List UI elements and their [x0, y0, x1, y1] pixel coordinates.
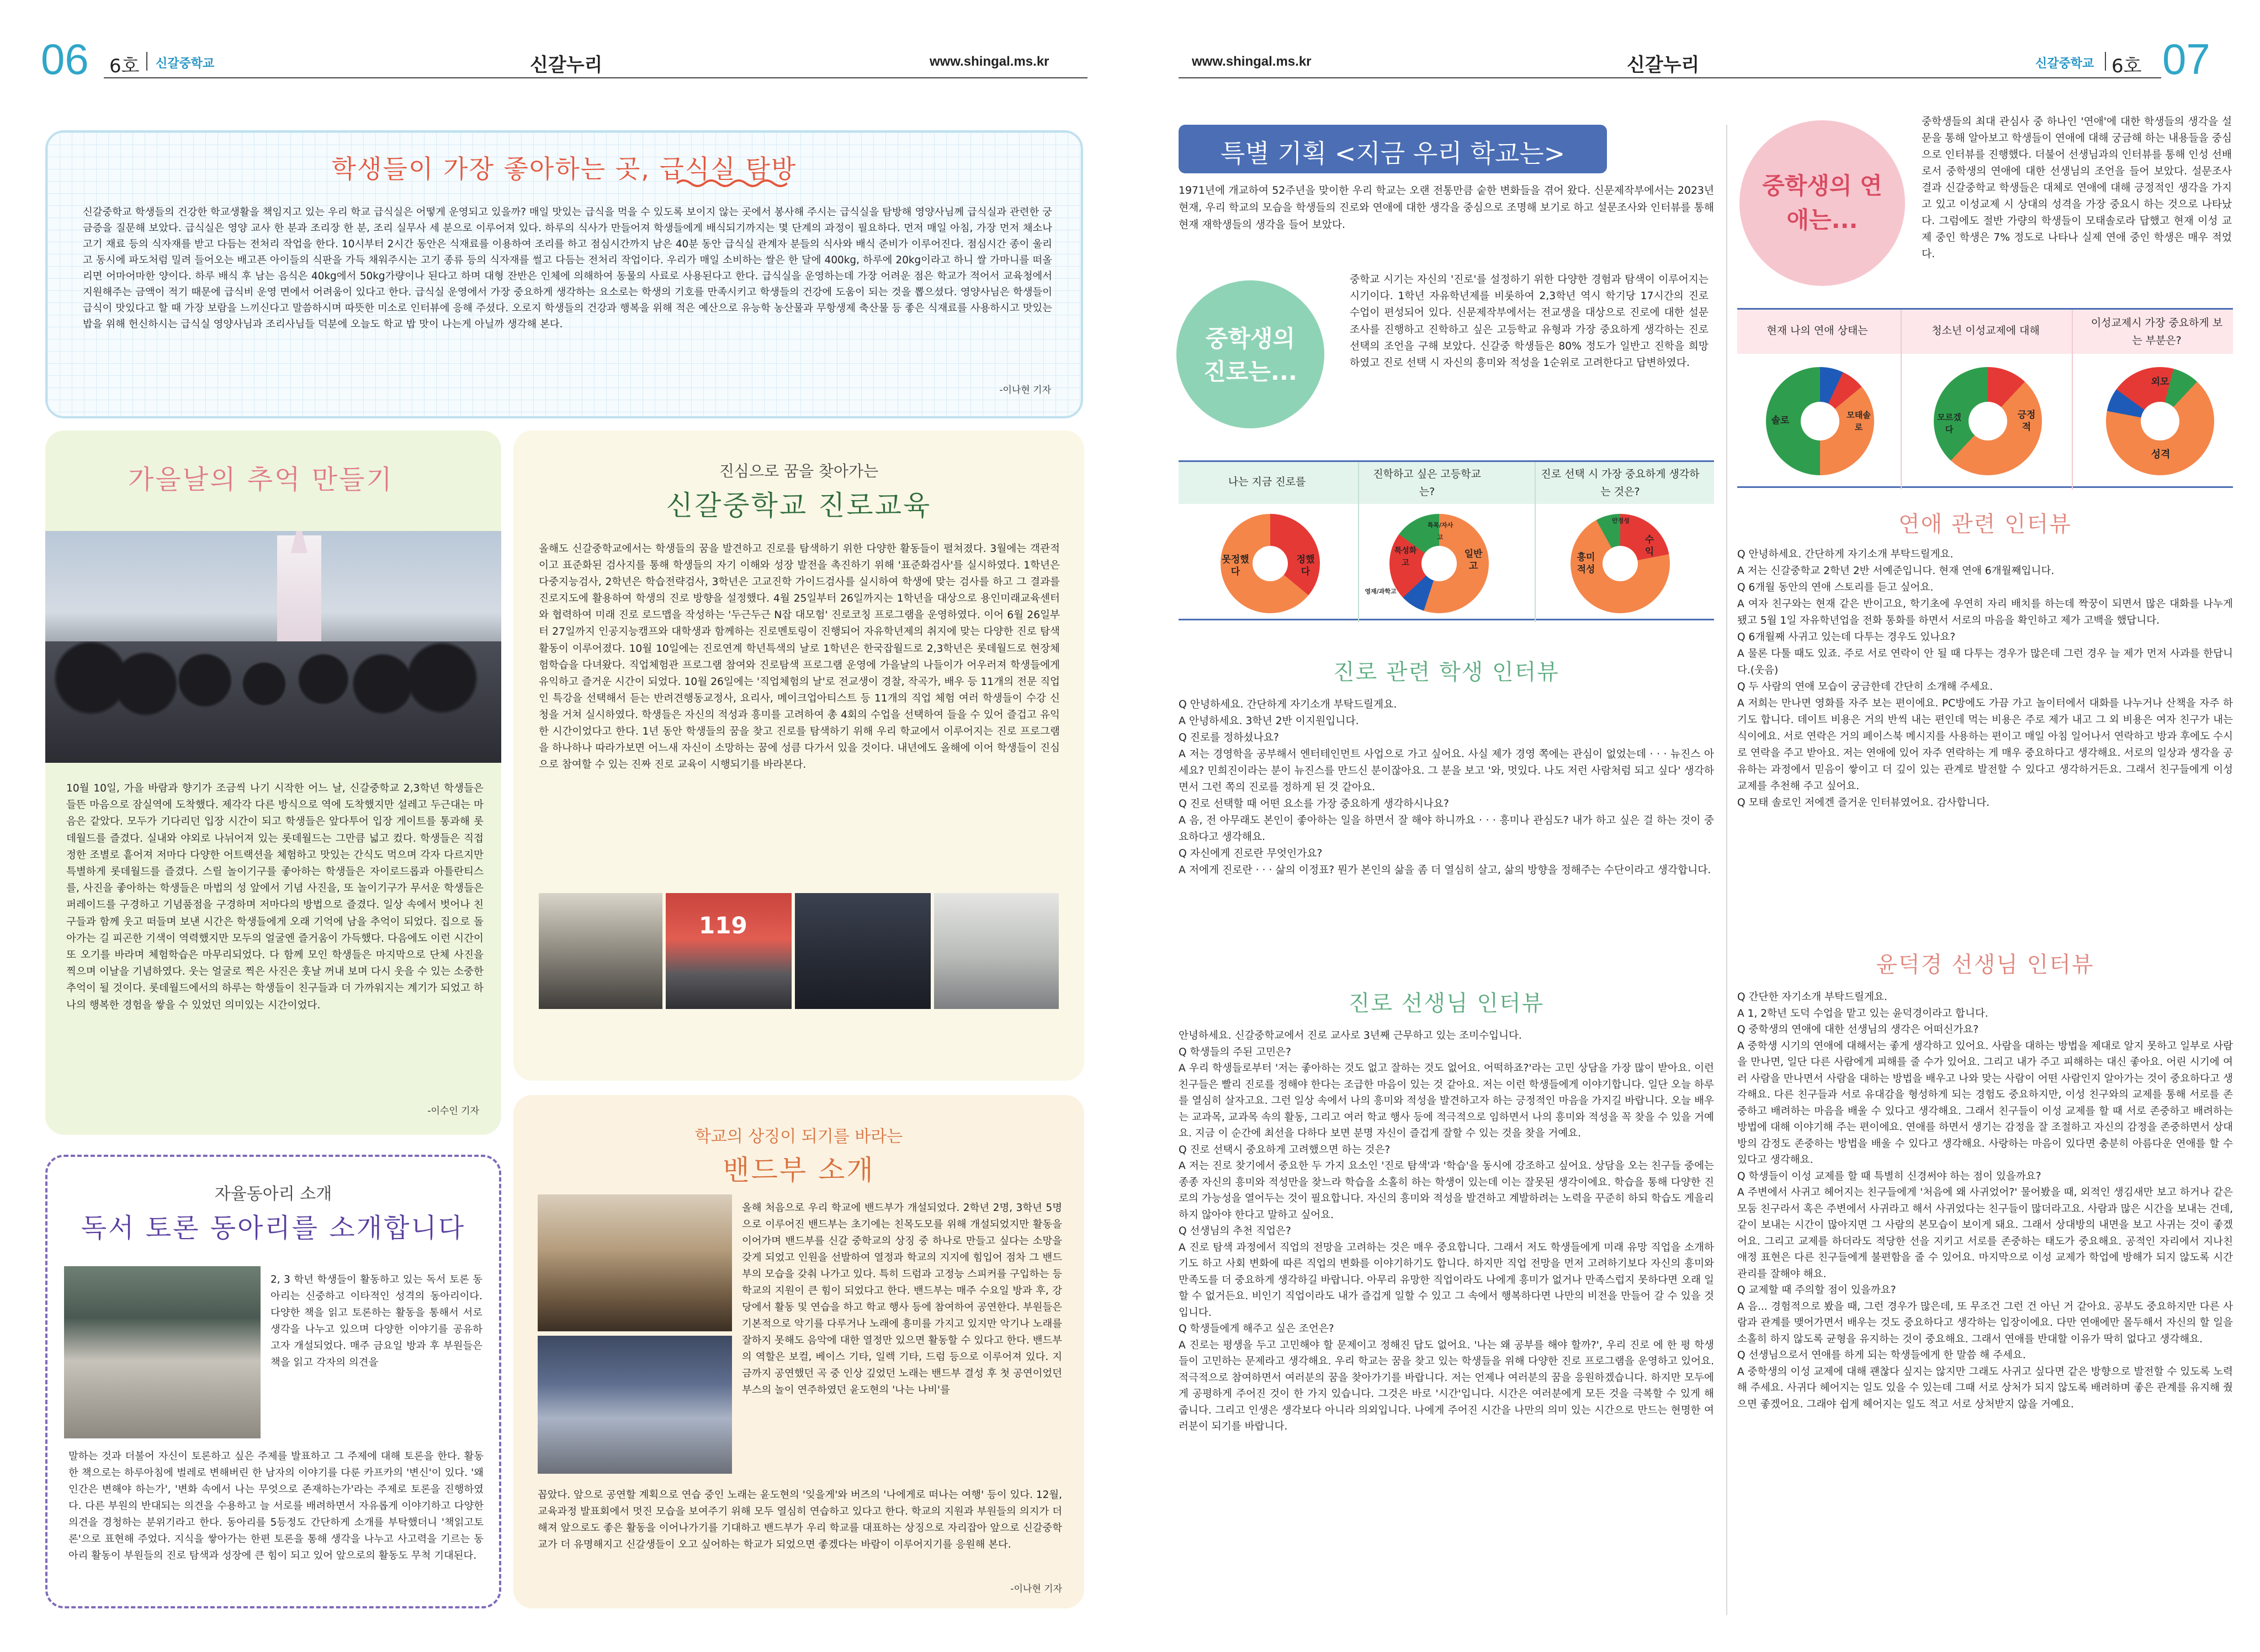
love-survey-table — [1737, 308, 2233, 488]
band-body-top: 올해 처음으로 우리 학교에 밴드부가 개설되었다. 2학년 2명, 3학년 5명으로 이루어진 밴드부는 초기에는 친목도모를 위해 개설되었지만 활동을 이어가며 밴드부를 신갈 중학교의 상징 중 하나로 만들고 싶다는 소망을 갖게 되었고 인원을 선발하여 열정과 학교의 지지에 힘입어 점차 그 밴드부의 모습을 갖춰 나가고 있다. 특히 드럼과 고정능 스피커를 구입하는 등 학교의 지원이 큰 힘이 되었다고 한다. 밴드부는 매주 수요일 방과 후, 강당에서 활동 및 연습을 하고 학교 행사 등에 참여하여 공연한다. 부원들은 기본적으로 악기를 다루거나 노래에 흥미를 가지고 있지만 악기나 노래를 잘하지 못해도 음악에 대한 열정만 있으면 활동할 수 있다고 한다. 밴드부의 역할은 보컬, 베이스 기타, 일렉 기타, 드럼 등으로 이루어져 있다. 지금까지 공연했던 곡 중 인상 깊었던 노래는 밴드부 결성 후 첫 공연이었던 부스의 놀이 연주하였던 윤도현의 '나는 나비'를 — [742, 1202, 1065, 1396]
left-issue: 6호 — [109, 55, 140, 77]
career-circle-title: 중학생의 진로는... — [1203, 325, 1297, 385]
career-interview-body: Q 안녕하세요. 간단하게 자기소개 부탁드릴게요. A 안녕하세요. 3학년 2반 이지원입니다. Q 진로를 정하셨나요? A 저는 경영학을 공부해서 엔터테인먼트 사업으로 가고 싶어요. 사실 제가 경영 쪽에는 관심이 없었는데 · · · 뉴진스 아세요? 민희진이라는 분이 뉴진스를 만드신 분이잖아요. 그 분을 보고 '와, 멋있다. 나도 저런 사람처럼 되고 싶다' 생각하면서 그런 쪽의 진로를 정하게 된 것 같아요. Q 진로 선택할 때 어떤 요소를 가장 중요하게 생각하시나요? A 음, 전 아무래도 본인이 좋아하는 일을 하면서 잘 해야 하니까요 · · · 흥미나 관심도? 내가 하고 싶은 걸 하는 것이 중요하다고 생각해요. Q 자신에게 진로란 무엇인가요? A 저에게 진로란 · · · 삶의 이정표? 뭔가 본인의 삶을 좀 더 열심히 살고, 삶의 방향을 정해주는 수단이라고 생각합니다. — [1179, 699, 1714, 876]
col-divider — [1901, 310, 1902, 490]
col-divider — [2072, 310, 2073, 490]
pie-label: 외모 — [2151, 376, 2169, 387]
header-divider-right — [2105, 52, 2106, 71]
band-subtitle: 학교의 상징이 되기를 바라는 — [694, 1127, 903, 1146]
teacher-interview-title: 진로 선생님 인터뷰 — [1348, 991, 1545, 1016]
pie-label: 모르겠다 — [1937, 412, 1961, 434]
pie-label: 솔로 — [1771, 415, 1790, 426]
autumn-article — [45, 431, 501, 1135]
career-photo-3 — [795, 893, 931, 1009]
love-q2: 청소년 이성교제에 대해 — [1932, 325, 2040, 337]
band-byline: -이나현 기자 — [1010, 1584, 1062, 1595]
pie-label: 못정했다 — [1222, 554, 1249, 577]
right-page — [1130, 0, 2260, 1652]
col-divider — [1358, 462, 1359, 622]
career-survey-body: 중학교 시기는 자신의 '진로'를 설정하기 위한 다양한 경험과 탐색이 이루어지는 시기이다. 1학년 자유학년제를 비롯하여 2,3학년 역시 학기당 17시간의 진로 수업이 편성되어 있다. 신문제작부에서는 전교생을 대상으로 진로에 대한 설문조사를 진행하고 진학하고 싶은 고등학교 유형과 가장 중요하게 생각하는 진로 선택의 조언을 구해 보았다. 신갈중 학생들은 80% 정도가 일반고 진학을 희망하였고 진로 선택 시 자신의 흥미와 적성을 1순위로 고려한다고 답변하였다. — [1350, 274, 1712, 369]
autumn-body: 10월 10일, 가을 바람과 향기가 조금씩 나기 시작한 어느 날, 신갈중학교 2,3학년 학생들은 들뜬 마음으로 잠실역에 도착했다. 제각각 다른 방식으로 역에 도착했지만 설레고 두근대는 마음은 같았다. 모두가 기다리던 입장 시간이 되고 학생들은 앞다투어 입장 게이트를 통과해 롯데월드를 즐겼다. 실내와 야외로 나뉘어져 있는 롯데월드는 그만큼 넓고 컸다. 학생들은 직접 정한 조별로 흩어져 저마다 다양한 어트랙션을 체험하고 맛있는 간식도 먹으며 각자 다르지만 특별하게 롯데월드를 즐겼다. 스릴 놀이기구를 좋아하는 학생들은 자이로드롭과 아틀란티스를, 사진을 좋아하는 학생들은 마법의 성 앞에서 기념 사진을, 또 놀이기구가 무서운 학생들은 퍼레이드를 구경하고 기념품점을 구경하며 저마다의 방법으로 즐겼다. 일상 속에서 벗어나 친구들과 함께 웃고 떠들며 보낸 시간은 학생들에게 오래 기억에 남을 추억이 되었다. 집으로 돌아가는 길 피곤한 기색이 역력했지만 모두의 얼굴엔 즐거움이 가득했다. 다음에도 이런 시간이 또 오기를 바라며 체험학습은 마무리되었다. 다 함께 모인 학생들은 마지막으로 단체 사진을 찍으며 이날을 기념하였다. 웃는 얼굴로 찍은 사진은 훗날 꺼내 보며 다시 웃을 수 있는 소중한 추억이 될 것이다. 롯데월드에서의 하루는 학생들이 친구들과 더 가까워지는 계기가 되었고 하나의 행복한 경험을 쌓을 수 있었던 의미있는 시간이었다. — [66, 783, 487, 1011]
special-banner-text: 특별 기획 <지금 우리 학교는> — [1220, 139, 1566, 168]
book-club-body-top: 2, 3 학년 학생들이 활동하고 있는 독서 토론 동아리는 신중하고 이타적인 성격의 동아리이다. 다양한 책을 읽고 토론하는 활동을 통해서 서로 생각을 나누고 있으며 다양한 이야기를 공유하고자 개설되었다. 매주 금요일 방과 후 부원들은 책을 읽고 각자의 의견을 — [270, 1274, 486, 1368]
career-photo-2 — [666, 893, 792, 1009]
career-photo-4 — [934, 893, 1059, 1009]
book-club-title: 독서 토론 동아리를 소개합니다 — [81, 1213, 466, 1244]
right-school: 신갈중학교 — [2035, 57, 2094, 71]
yoon-interview-body: Q 간단한 자기소개 부탁드릴게요. A 1, 2학년 도덕 수업을 맡고 있는 윤덕경이라고 합니다. Q 중학생의 연애에 대한 선생님의 생각은 어떠신가요? A 중학생 시기의 연애에 대해서는 좋게 생각하고 있어요. 사람을 대하는 방법을 제대로 알지 못하고 일부로 사람을 만나면, 일단 다른 사람에게 피해를 줄 수가 있어요. 그리고 내가 주고 피해하는 대신 좋아요. 어린 시기에 여러 사람을 만나면서 사람을 대하는 방법을 배우고 나와 맞는 사람이 어떤 사람인지 알아가는 것이 중요하다고 생각해요. 다른 친구들과 서로 유대감을 형성하게 되는 경험도 중요하지만, 이성 친구와의 교제를 통해 서로를 존중하고 배려하는 마음을 배울 수 있다고 생각해요. 그래서 친구들이 이성 교제를 할 때 서로 존중하고 배려하는 방법에 대해 이야기해 주는 편이에요. 연애를 하면서 생기는 감정을 잘 조절하고 자신의 감정을 존중하면서 상대방의 감정도 존중하는 방법을 배울 수 있다고 생각해요. 사랑하는 마음이 있다면 충분히 아름다운 연애를 할 수 있다고 생각해요. Q 학생들이 이성 교제를 할 때 특별히 신경써야 하는 점이 있을까요? A 주변에서 사귀고 헤어지는 친구들에게 '처음에 왜 사귀었어?' 물어봤을 때, 외적인 생김새만 보고 하거나 같은 모둠 친구라서 혹은 주변에서 사귀라고 해서 사귀었다는 친구들이 많더라고요. 사람과 많은 시간을 보내는 건데, 같이 보내는 시간이 많아지면 그 사람의 본모습이 보이게 돼요. 그래서 상대방의 내면을 보고 사귀는 것이 좋겠어요. 그리고 교제를 하더라도 적당한 선을 지키고 서로를 존중하는 태도가 중요해요. 공적인 자리에서 지나친 애정 표현은 다른 친구들에게 불편함을 줄 수 있어요. 마지막으로 이성 교제가 학업에 방해가 되지 않도록 시간 관리를 잘해야 해요. Q 교제할 때 주의할 점이 있을까요? A 음... 경험적으로 봤을 때, 그런 경우가 많은데, 또 무조건 그런 건 아닌 거 같아요. 공부도 중요하지만 다른 사람과 관계를 맺어가면서 배우는 것도 중요하다고 생각하는 입장이에요. 다만 연애에만 몰두해서 자신의 할 일을 소홀히 하지 않도록 균형을 유지하는 것이 중요해요. 그래서 연애를 반대할 이유가 딱히 없다고 생각해요. Q 선생님으로서 연애를 하게 되는 학생들에게 한 말씀 해 주세요. A 중학생의 이성 교제에 대해 괜찮다 싶지는 않지만 그래도 사귀고 싶다면 같은 방향으로 발전할 수 있도록 노력해 주세요. 사귀다 헤어지는 일도 있을 수 있는데 그때 서로 상처가 되지 않도록 배려하며 좋은 관계를 유지해 줬으면 좋겠어요. 그래야 쉽게 헤어지는 일도 적고 서로 상처받지 않을 거예요. — [1737, 991, 2233, 1410]
wavy-underline-icon — [677, 178, 787, 189]
left-header-rule — [104, 77, 1087, 78]
band-photo-2 — [538, 1336, 732, 1474]
band-article — [513, 1095, 1084, 1608]
teacher-interview-body: 안녕하세요. 신갈중학교에서 진로 교사로 3년째 근무하고 있는 조미수입니다. Q 학생들의 주된 고민은? A 우리 학생들로부터 '저는 좋아하는 것도 없고 잘하는 것도 없어요. 어떡하죠?'라는 고민 상담을 가장 많이 받아요. 이런 친구들은 빨리 진로를 정해야 한다는 조급한 마음이 있는 것 같아요. 저는 이런 학생들에게 이야기합니다. 일단 오늘 하루를 열심히 살자고요. 그런 일상 속에서 나의 흥미와 적성을 발견하고자 하는 긍정적인 마음을 가지길 바랍니다. 오늘 배우는 교과목, 교과목 속의 활동, 그리고 여러 학교 행사 등에 적극적으로 임하면서 나의 흥미와 적성을 꼭 찾을 수 있을 거예요. 지금 이 순간에 최선을 다하다 보면 분명 자신이 즐겁게 잘할 수 있는 것을 찾을 거예요. Q 진로 선택시 중요하게 고려했으면 하는 것은? A 저는 진로 찾기에서 중요한 두 가지 요소인 '진로 탐색'과 '학습'을 동시에 강조하고 싶어요. 상담을 오는 친구들 중에는 종종 자신의 흥미와 적성만을 찾느라 학습을 소홀히 하는 학생이 있는데 이는 잘못된 생각이에요. 학습을 통해 다양한 진로의 가능성을 열어두는 것이 필요합니다. 자신의 흥미와 적성을 발견하고 계발하려는 노력을 꾸준히 하되 학습도 게을리 하지 않아야 한다고 말하고 싶어요. Q 선생님의 추천 직업은? A 진로 탐색 과정에서 직업의 전망을 고려하는 것은 매우 중요합니다. 그래서 저도 학생들에게 미래 유망 직업을 소개하기도 하고 사회 변화에 따른 직업의 변화를 이야기하기도 합니다. 하지만 직업 전망을 먼저 고려하기보다 자신의 흥미와 만족도를 더 중요하게 생각하길 바랍니다. 아무리 유망한 직업이라도 나에게 흥미가 없거나 만족스럽지 못하다면 오래 일할 수 없거든요. 비인기 직업이라도 내가 즐겁게 일할 수 있고 그 속에서 행복하다면 나만의 비전을 만들어 갈 수 있을 것입니다. Q 학생들에게 해주고 싶은 조언은? A 진로는 평생을 두고 고민해야 할 문제이고 정해진 답도 없어요. '나는 왜 공부를 해야 할까?', 우리 진로 에 한 평 학생들이 고민하는 문제라고 생각해요. 우리 학교는 꿈을 찾고 있는 학생들을 위해 다양한 진로 프로그램을 운영하고 있어요. 적극적으로 참여하면서 여러분의 꿈을 찾아가기를 바랍니다. 저는 언제나 여러분의 꿈을 응원하겠습니다. 하지만 모두에게 공평하게 주어진 것이 한 가지 있습니다. 그것은 바로 '시간'입니다. 시간은 여러분에게 모든 것을 극복할 수 있게 해 줍니다. 그리고 인생은 생각보다 아니라 의외입니다. 나에게 주어진 시간을 나만의 의미 있는 시간으로 만드는 현명한 여러분이 되기를 바랍니다. — [1179, 1030, 1714, 1432]
right-url[interactable]: www.shingal.ms.kr — [1192, 54, 1312, 69]
pie-label: 안정성 — [1612, 517, 1630, 524]
special-banner — [1179, 125, 1607, 173]
love-interview-title: 연애 관련 인터뷰 — [1898, 512, 2072, 537]
left-page-number: 06 — [41, 35, 89, 83]
career-article — [513, 431, 1084, 1081]
header-divider — [146, 52, 147, 71]
career-subtitle: 진심으로 꿈을 찾아가는 — [719, 462, 879, 480]
pie-label: 긍정적 — [2017, 410, 2036, 433]
book-club-subtitle: 자율동아리 소개 — [214, 1184, 332, 1204]
right-header-rule — [1179, 77, 2161, 78]
crowd-shape — [45, 641, 501, 763]
book-club-body-bottom: 말하는 것과 더불어 자신이 토론하고 싶은 주제를 발표하고 그 주제에 대해 토론을 한다. 활동한 책으로는 하루아침에 벌레로 변해버린 한 남자의 이야기를 다룬 카프카의 '변신'이 있다. '왜 인간은 변해야 하는가', '변화 속에서 나는 무엇으로 존재하는가'라는 주제로 토론을 진행하였다. 다른 부원의 반대되는 의견을 수용하고 늘 서로를 배려하면서 자유롭게 이야기하고 다양한 의견을 경청하는 분위기라고 한다. 동아리를 5등정도 간단하게 소개를 부탁했더니 '책읽고토론'으로 표현해 주었다. 지식을 쌓아가는 한편 토론을 통해 생각을 나누고 사고력을 기르는 동아리 활동이 부원들의 진로 탐색과 성장에 큰 힘이 되고 있어 앞으로의 활동도 무척 기대된다. — [68, 1451, 487, 1561]
career-photo-1 — [539, 893, 662, 1009]
pie-label: 영재/과학고 — [1365, 588, 1397, 595]
right-page-number: 07 — [2162, 35, 2210, 83]
love-circle — [1739, 120, 1905, 286]
right-issue: 6호 — [2112, 55, 2142, 77]
love-circle-title: 중학생의 연애는... — [1762, 172, 1882, 233]
pie-label: 수익 — [1644, 534, 1654, 557]
career-interview-title: 진로 관련 학생 인터뷰 — [1333, 660, 1559, 685]
yoon-interview-title: 윤덕경 선생님 인터뷰 — [1876, 952, 2094, 978]
book-club-photo — [64, 1266, 261, 1438]
col-divider — [1535, 462, 1536, 622]
left-school: 신갈중학교 — [156, 57, 215, 71]
love-interview-body: Q 안녕하세요. 간단하게 자기소개 부탁드릴게요. A 저는 신갈중학교 2학년 2반 서예준입니다. 현재 연애 6개월째입니다. Q 6개월 동안의 연애 스토리를 듣고 싶어요. A 여자 친구와는 현재 같은 반이고요, 학기초에 우연히 자리 배치를 하는데 짝꿍이 되면서 많은 대화를 나누게 됐고 5월 1일 자유학년업을 전화 통화를 하면서 서로의 마음을 확인하고 제가 고백을 했답니다. Q 6개월째 사귀고 있는데 다투는 경우도 있나요? A 물론 다툴 때도 있죠. 주로 서로 연락이 안 될 때 다투는 경우가 많은데 그런 경우 늘 제가 먼저 사과를 한답니다.(웃음) Q 두 사람의 연애 모습이 궁금한데 간단히 소개해 주세요. A 저희는 만나면 영화를 자주 보는 편이에요. PC방에도 가끔 가고 놀이터에서 대화를 나누거나 산책을 자주 하기도 합니다. 데이트 비용은 거의 반씩 내는 편인데 먹는 비용은 주로 제가 내고 그 외 비용은 여자 친구가 내는 식이에요. 서로 연락은 거의 페이스북 메시지를 사용하는 편이고 매일 아침 일어나서 연락하고 방과 후에도 수시로 연락을 주고 받아요. 저는 연애에 있어 자주 연락하는 게 매우 중요하다고 생각해요. 서로의 일상과 생각을 공유하는 과정에서 믿음이 쌓이고 더 깊이 있는 관계로 발전할 수 있다고 생각하거든요. 그래서 친구들에게 이성 교제를 추천해 주고 싶어요. Q 모태 솔로인 저에겐 즐거운 인터뷰였어요. 감사합니다. — [1737, 549, 2233, 809]
cafeteria-body: 신갈중학교 학생들의 건강한 학교생활을 책임지고 있는 우리 학교 급식실은 어떻게 운영되고 있을까? 매일 맛있는 급식을 먹을 수 있도록 보이지 않는 곳에서 봉사해 주시는 급식실을 탐방해 영양사님께 급식실과 관련한 궁금증을 질문해 보았다. 급식실은 영양 교사 한 분과 조리장 한 분, 조리 실무사 세 분으로 이루어져 있다. 하루의 식사가 만들어져 학생들에게 배식되기까지는 몇 단계의 과정이 필요하다. 먼저 매일 아침, 가장 먼저 채소나 고기 재료 등의 식자재를 받고 다듬는 전처리 작업을 한다. 10시부터 2시간 동안은 식재료를 이용하여 조리를 하고 점심시간까지 남은 40분 동안 급식실 관계자 분들의 식사와 배식 준비가 이루어진다. 점심시간 종이 울리고 동시에 파도처럼 밀려 들어오는 배고픈 아이들의 식판을 가득 채워주시는 고기 종류 등의 식자재를 썰고 다듬는 전처리 작업이다. 우리가 매일 소비하는 쌀은 한 달에 400kg, 하루에 20kg이라고 하니 쌀 가마니를 떠올리면 어마어마한 양이다. 하루 배식 후 남는 음식은 40kg에서 50kg가량이나 된다고 하며 대형 잔반은 인체에 의해하여 동물의 사료로 사용된다고 한다. 급식실을 운영하는데 가장 어려운 점은 학교가 적어서 교육청에서 지원해주는 금액이 적기 때문에 급식비 운영 면에서 어려움이 있다고 한다. 급식실 운영에서 가장 중요하게 생각하는 요소로는 학생의 기호를 만족시키고 학생들의 건강에 도움이 되는 것을 뽑으셨다. 영양사님은 학생들이 급식이 맛있다고 할 때 가장 보람을 느끼신다고 말씀하시며 따뜻한 미소로 인터뷰에 응해 주셨다. 오로지 학생들의 건강과 행복을 위해 적은 예산으로 유능학 농산물과 무항생제 축산물 등 좋은 식재료를 사용하시고 맛있는 밥을 위해 헌신하시는 급식실 영양사님과 조리사님들 덕분에 오늘도 학교 밥 맛이 나는게 아닐까 생각해 본다. — [83, 206, 1055, 330]
autumn-group-photo — [45, 531, 501, 763]
career-title: 신갈중학교 진로교육 — [666, 490, 932, 522]
pie-label: 정했다 — [1296, 554, 1315, 577]
right-newspaper-title: 신갈누리 — [1627, 54, 1700, 76]
career-q1: 나는 지금 진로를 — [1228, 476, 1306, 488]
band-photo-1 — [538, 1194, 732, 1331]
career-body: 올해도 신갈중학교에서는 학생들의 꿈을 발견하고 진로를 탐색하기 위한 다양한 활동들이 펼쳐졌다. 3월에는 객관적이고 표준화된 검사지를 통해 학생들의 자기 이해와 성장 발전을 촉진하기 위해 '표준화검사'를 실시하였다. 1학년은 다중지능검사, 2학년은 학습전략검사, 3학년은 고교진학 가이드검사를 실시하여 학생에 맞는 검사를 하고 그 결과를 진로지도에 활용하여 학생의 진로 방향을 설정했다. 4월 25일부터 26일까지는 1학년을 대상으로 용인미래교육센터와 협력하여 미래 진로 로드맵을 작성하는 '두근두근 N잡 대모험' 진로코칭 프로그램을 운영하였다. 이어 6월 26일부터 27일까지 인공지능캠프와 대학생과 함께하는 진로멘토링이 진행되어 자유학년제의 취지에 맞는 다양한 진로 탐색 활동이 이루어졌다. 10월 10일에는 진로연계 학년특색의 날로 1학년은 한국잡월드로 2,3학년은 롯데월드로 현장체험학습을 다녀왔다. 직업체험관 프로그램 참여와 진로탐색 프로그램 운영에 가을날의 나들이가 어우러져 학생들에게 유익하고 즐거운 시간이 되었다. 10월 26일에는 '직업체험의 날'로 전교생이 경찰, 작곡가, 배우 등 11개의 전문 직업인 특강을 선택해서 듣는 반려견행동교정사, 요리사, 메이크업아티스트 등 11개의 직업 체험 여러 학생들이 수강 신청을 거쳐 실시하였다. 학생들은 자신의 적성과 흥미를 고려하여 총 4회의 수업을 선택하여 들을 수 있어 즐겁고 유익한 시간이었다고 한다. 1년 동안 학생들의 꿈을 찾고 진로를 탐색하기 위해 우리 학교에서 이루어지는 진로 프로그램을 하나하나 따라가보면 어느새 자신이 소망하는 꿈에 성큼 다가서 있을 것이다. 내년에도 올해에 이어 학생들이 진심으로 참여할 수 있는 진짜 진로 교육이 시행되기를 바라본다. — [539, 543, 1063, 771]
pie-label: 성격 — [2151, 449, 2171, 460]
pie-label: 특목/자사고 — [1427, 522, 1453, 541]
column-divider — [1726, 125, 1727, 1615]
band-body-bottom: 꼽았다. 앞으로 공연할 계획으로 연습 중인 노래는 윤도현의 '잊을게'와 버즈의 '나에게로 떠나는 여행' 등이 있다. 12월, 교육과정 발표회에서 멋진 모습을 보여주기 위해 모두 열심히 연습하고 있다고 한다. 학교의 지원과 부원들의 의지가 더해져 앞으로도 좋은 활동을 이어나가기를 기대하고 밴드부가 우리 학교를 대표하는 상징으로 자리잡아 앞으로 신갈중학교가 더 유명해지고 신갈생들이 오고 싶어하는 학교가 되었으면 좋겠다는 바람이 이루어지기를 응원해 본다. — [538, 1489, 1065, 1550]
left-newspaper-title: 신갈누리 — [530, 54, 603, 76]
career-q3: 진로 선택 시 가장 중요하게 생각하는 것은? — [1541, 468, 1700, 498]
career-survey-table — [1179, 460, 1714, 620]
special-intro: 1971년에 개교하여 52주년을 맞이한 우리 학교는 오랜 전통만큼 숱한 변화들을 겪어 왔다. 신문제작부에서는 2023년 현재, 우리 학교의 모습을 학생들의 진로와 연애에 대한 생각을 중심으로 조명해 보기로 하고 설문조사와 인터뷰를 통해 현재 재학생들의 생각을 들어 보았다. — [1179, 185, 1717, 231]
book-club-article — [45, 1155, 501, 1608]
pie-label: 일반고 — [1464, 549, 1483, 572]
career-q2: 진학하고 싶은 고등학교는? — [1373, 468, 1481, 498]
love-q1: 현재 나의 연애 상태는 — [1766, 325, 1868, 337]
left-url[interactable]: www.shingal.ms.kr — [930, 54, 1049, 69]
love-survey-body: 중학생들의 최대 관심사 중 하나인 '연애'에 대한 학생들의 생각을 설문을 통해 알아보고 학생들이 연애에 대해 궁금해 하는 내용들을 중심으로 인터뷰를 진행했다. 더불어 선생님과의 인터뷰를 통해 인성 선배로서 중학생의 연애에 대한 선생님의 조언을 들어 보았다. 설문조사 결과 신갈중학교 학생들은 대체로 연애에 대해 긍정적인 생각을 가지고 있고 이성교제 시 상대의 성격을 가장 중요시 하는 것으로 나타났다. 그럼에도 절반 가량의 학생들이 모태솔로라 답했고 현재 이성 교제 중인 학생은 7% 정도로 나타나 실제 연애 중인 학생은 매우 적었다. — [1922, 116, 2235, 260]
pie-label: 모태솔로 — [1847, 410, 1871, 432]
pie-label: 흥미적성 — [1577, 552, 1595, 575]
autumn-title: 가을날의 추억 만들기 — [128, 464, 394, 495]
career-photo-2-sign: 119 — [699, 912, 747, 939]
band-title: 밴드부 소개 — [723, 1154, 875, 1186]
pie-label: 특성화고 — [1394, 546, 1417, 567]
autumn-byline: -이수인 기자 — [427, 1106, 479, 1117]
cafeteria-byline: -이나현 기자 — [999, 385, 1051, 396]
cafeteria-title: 학생들이 가장 좋아하는 곳, 급식실 탐방 — [331, 154, 797, 184]
cafeteria-article — [45, 130, 1083, 418]
career-circle — [1176, 280, 1324, 428]
love-q3: 이성교제시 가장 중요하게 보는 부분은? — [2091, 317, 2223, 347]
